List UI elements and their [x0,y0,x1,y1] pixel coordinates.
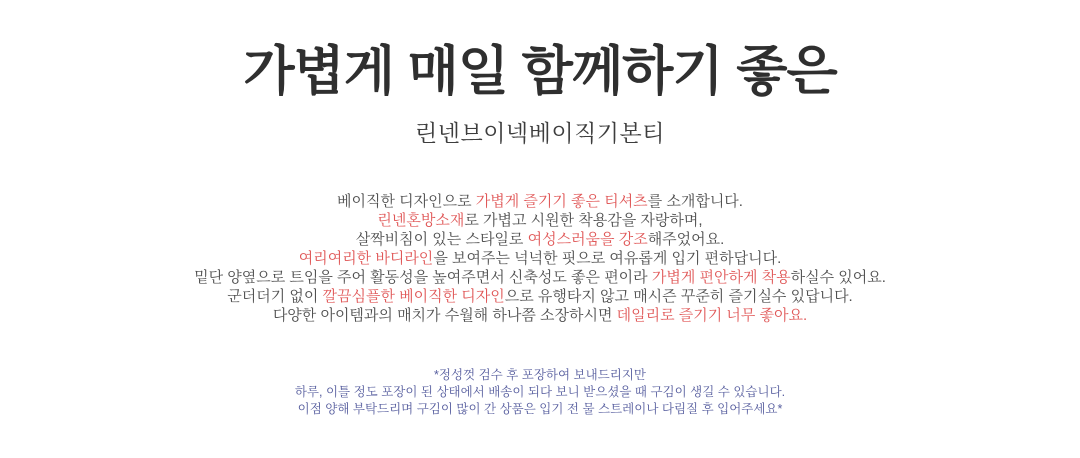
description-line [0,192,1080,211]
description-accent-segment: 린넨혼방소재 [377,212,465,229]
description-accent-segment: 깔끔심플한 베이직한 디자인 [322,288,505,305]
description-accent-segment: 가볍게 즐기기 좋은 티셔츠 [475,193,648,210]
description-accent-segment: 데일리로 즐기기 너무 좋아요. [616,307,808,324]
description-line [0,306,1080,325]
description-line [0,287,1080,306]
description-segment: 로 가볍고 시원한 착용감을 자랑하며, [464,212,703,229]
description-segment: 해주었어요. [647,231,725,248]
description-segment: 으로 유행타지 않고 매시즌 꾸준히 즐기실수 있답니다. [504,288,853,305]
headline: 가볍게 매일 함께하기 좋은 [243,42,837,101]
description-segment: 군더더기 없이 [227,288,323,305]
description-accent-segment: 가볍게 편안하게 착용 [651,269,791,286]
description-accent-segment: 여리여리한 바디라인 [298,250,434,267]
description-segment: 베이직한 디자인으로 [337,193,476,210]
description-line [0,230,1080,249]
shipping-wrinkle-notice [0,367,1080,418]
notice-line: 이점 양해 부탁드리며 구김이 많이 간 상품은 입기 전 물 스트레이나 다림질 후 입어주세요* [297,402,783,416]
description-accent-segment: 여성스러움을 강조 [527,231,648,248]
notice-line: *정성껏 검수 후 포장하여 보내드리지만 [434,368,646,382]
product-name: 린넨브이넥베이직기본티 [415,120,665,146]
description-segment: 을 보여주는 넉넉한 핏으로 여유롭게 입기 편하답니다. [433,250,782,267]
description-line [0,268,1080,287]
description-segment: 밑단 양옆으로 트임을 주어 활동성을 높여주면서 신축성도 좋은 편이라 [194,269,652,286]
description-segment: 를 소개합니다. [647,193,743,210]
description-segment: 다양한 아이템과의 매치가 수월해 하나쯤 소장하시면 [272,307,617,324]
notice-line: 하루, 이틀 정도 포장이 된 상태에서 배송이 되다 보니 받으셨을 때 구김이 생길 수 있습니다. [294,385,786,399]
description-segment: 하실수 있어요. [790,269,886,286]
description-segment: 살짝비침이 있는 스타일로 [355,231,528,248]
product-description-text [0,192,1080,325]
description-line [0,211,1080,230]
description-line [0,249,1080,268]
